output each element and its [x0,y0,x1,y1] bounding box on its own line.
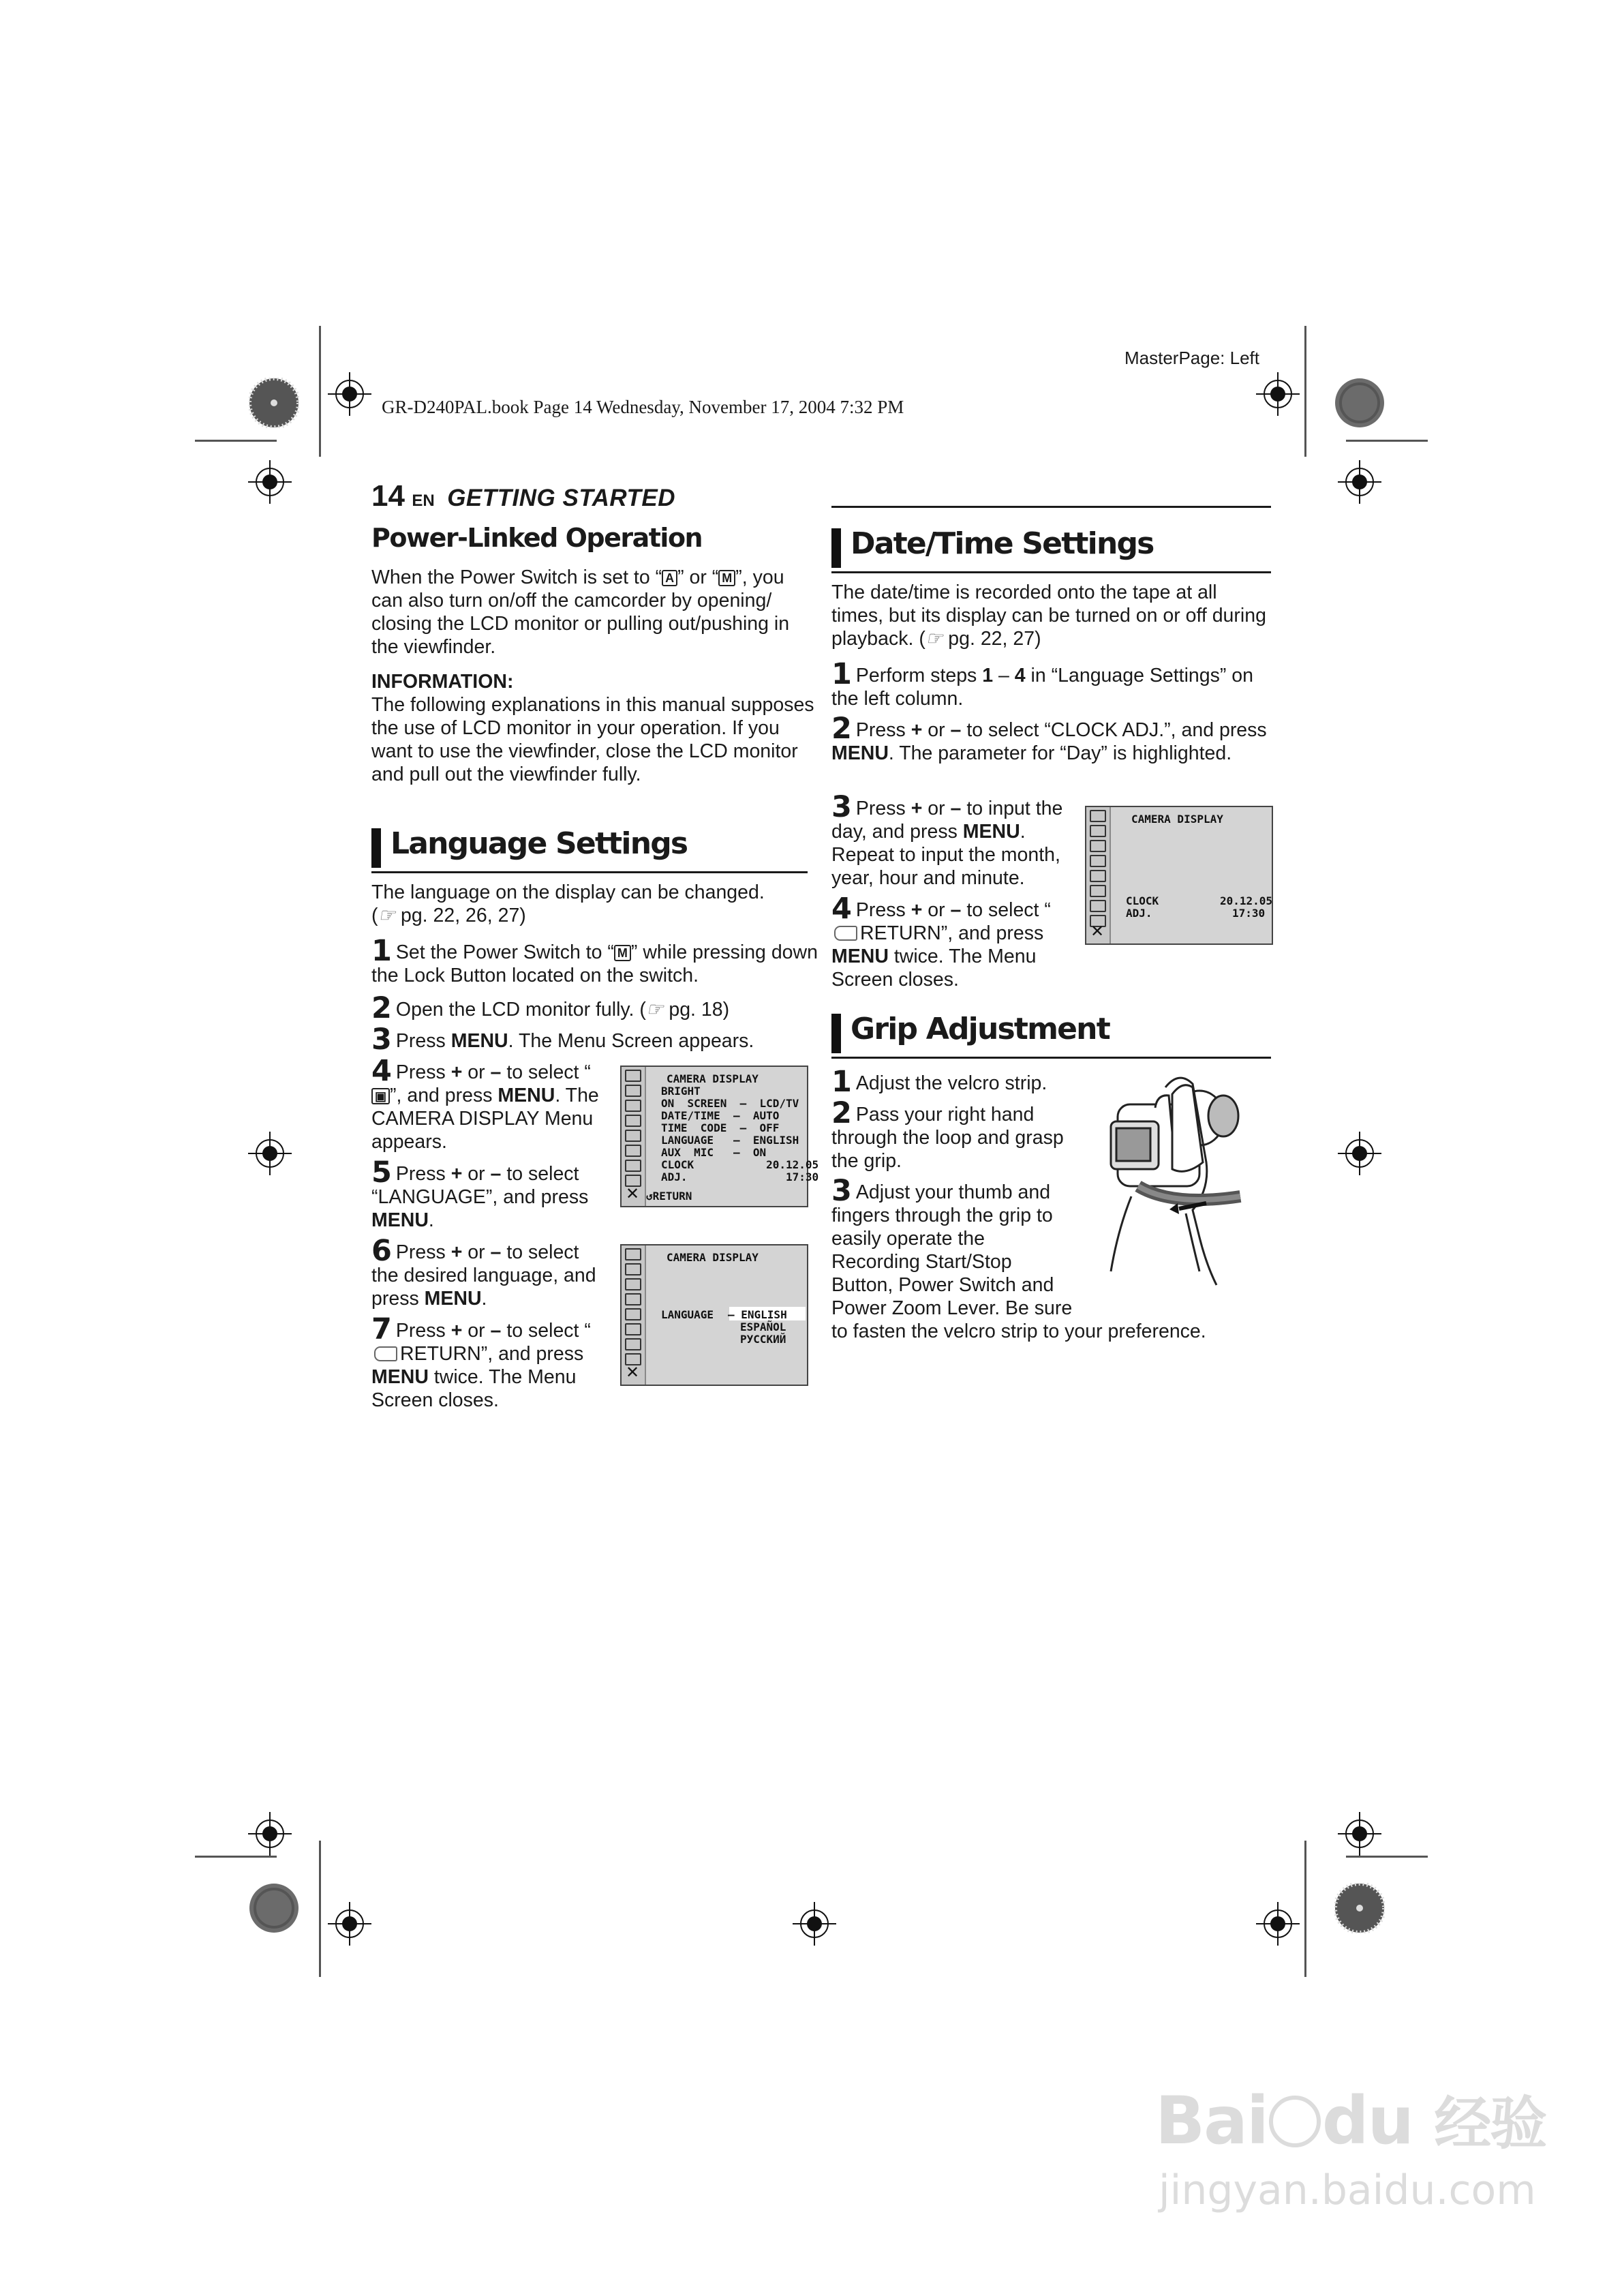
registration-mark-icon [1338,1812,1381,1856]
gray-disc-icon [249,1883,299,1933]
registration-mark-icon [1338,460,1381,504]
registration-mark-icon [793,1902,836,1946]
language-step-3: 3 Press MENU. The Menu Screen appears. [371,1023,754,1057]
page-number: 14 [371,479,405,513]
menu-row: LANGUAGE – ENGLISH [661,1134,799,1147]
information-text: The following explanations in this manual supposes the use of LCD monitor in your operation. If you want to use the viewfinder, close the LCD monitor and pull out the viewfinder fully. [371,694,814,785]
information-block [371,670,814,786]
menu-row: ESPAÑOL [740,1320,786,1333]
starburst-disc-icon [249,378,299,428]
menu-clock-date: 20.12.05 [1220,894,1273,907]
menu-row: ON SCREEN – LCD/TV [661,1097,799,1110]
menu-row: BRIGHT [661,1085,701,1098]
clock-adjust-menu-screen [1085,806,1273,945]
language-code: EN [412,492,435,510]
return-arrow-icon [374,1346,397,1361]
date-time-step-1: 1 Perform steps 1 – 4 in “Language Settings” on the left column. [831,657,1253,710]
registration-mark-icon [1338,1132,1381,1175]
section-title: GETTING STARTED [447,485,676,511]
masterpage-label: MasterPage: Left [1124,348,1259,368]
language-menu-screen [620,1244,808,1386]
grip-step-2: 2 Pass your right hand through the loop and grasp the grip. [831,1096,1064,1172]
registration-mark-icon [1256,1902,1300,1946]
menu-clock-time: 17:30 [1232,907,1266,920]
return-arrow-icon [834,926,857,941]
manual-mode-icon: M [614,945,631,961]
language-step-5: 5 Press + or – to select “LANGUAGE”, and press MENU. [371,1155,589,1231]
language-step-1: 1 Set the Power Switch to “ M ” while pressing down the Lock Button located on the switch. [371,934,818,986]
paw-icon [1269,2096,1321,2147]
baidu-watermark-url: jingyan.baidu.com [1159,2166,1536,2214]
starburst-disc-icon [1334,1883,1385,1933]
registration-mark-icon [1256,372,1300,416]
menu-title: CAMERA DISPLAY [667,1251,759,1264]
date-time-step-2: 2 Press + or – to select “CLOCK ADJ.”, and press MENU. The parameter for “Day” is highlighted. [831,712,1267,764]
menu-row: РУССКИЙ [740,1333,786,1346]
close-icon: ✕ [626,1363,640,1382]
menu-row: ADJ. 17:30 [661,1170,819,1183]
close-icon: ✕ [626,1184,640,1203]
date-time-step-4: 4 Press + or – to select “RETURN”, and press MENU twice. The Menu Screen closes. [831,892,1051,991]
menu-title: CAMERA DISPLAY [667,1072,759,1085]
power-linked-heading: Power-Linked Operation [371,523,703,553]
auto-mode-icon: A [662,570,677,586]
camera-display-menu-screen [620,1066,819,1207]
gray-disc-icon [1334,378,1385,428]
hand-grip-illustration [1090,1067,1274,1302]
registration-mark-icon [248,1812,292,1856]
page-header [371,479,675,513]
book-info-line: GR-D240PAL.book Page 14 Wednesday, November 17, 2004 7:32 PM [382,397,904,417]
language-step-7: 7 Press + or – to select “RETURN”, and press MENU twice. The Menu Screen closes. [371,1312,591,1411]
reference-icon: ☞ [378,905,396,926]
menu-row: – ENGLISH [728,1308,787,1321]
grip-step-1: 1 Adjust the velcro strip. [831,1065,1047,1099]
menu-title: CAMERA DISPLAY [1131,813,1223,826]
baidu-watermark-logo: Bai du 经验 [1155,2083,1546,2159]
registration-mark-icon [248,1132,292,1175]
menu-adj-label: ADJ. [1126,907,1152,920]
language-step-6: 6 Press + or – to select the desired language, and press MENU. [371,1234,596,1310]
menu-clock-label: CLOCK [1126,894,1159,907]
reference-icon: ☞ [645,999,664,1021]
close-icon: ✕ [1090,922,1105,941]
information-label: INFORMATION: [371,671,514,693]
menu-return-item: ↺RETURN [646,1190,692,1203]
language-intro: The language on the display can be changed. (☞ pg. 22, 26, 27) [371,881,765,926]
header-rule [831,506,1271,508]
registration-mark-icon [328,1902,371,1946]
camera-display-icon: ▣ [371,1088,390,1104]
menu-row: TIME CODE – OFF [661,1121,780,1134]
menu-row: AUX MIC – ON [661,1146,767,1159]
language-step-2: 2 Open the LCD monitor fully. (☞ pg. 18) [371,991,730,1025]
menu-row: DATE/TIME – AUTO [661,1109,780,1122]
menu-row: CLOCK 20.12.05 [661,1158,819,1171]
date-time-intro: The date/time is recorded onto the tape at all times, but its display can be turned on or off during playback. (☞ pg. 22, 27) [831,581,1266,650]
registration-mark-icon [328,372,371,416]
power-linked-paragraph: When the Power Switch is set to “ A ” or “ M ”, you can also turn on/off the camcorder by opening/ closing the LCD monitor or pulling out/pushing in the viewfinder. [371,567,790,658]
registration-mark-icon [248,460,292,504]
language-step-4: 4 Press + or – to select “▣ ”, and press MENU. The CAMERA DISPLAY Menu appears. [371,1054,599,1153]
date-time-step-3: 3 Press + or – to input the day, and press MENU. Repeat to input the month, year, hour and minute. [831,790,1063,889]
grip-step-3: 3 Adjust your thumb and fingers through the grip to easily operate the Recording Start/Stop Button, Power Switch and Power Zoom Lever. Be sure to fasten the velcro strip to your preference. [831,1174,1206,1342]
manual-mode-icon: M [718,570,735,586]
menu-language-label: LANGUAGE [661,1308,714,1321]
reference-icon: ☞ [925,628,943,650]
